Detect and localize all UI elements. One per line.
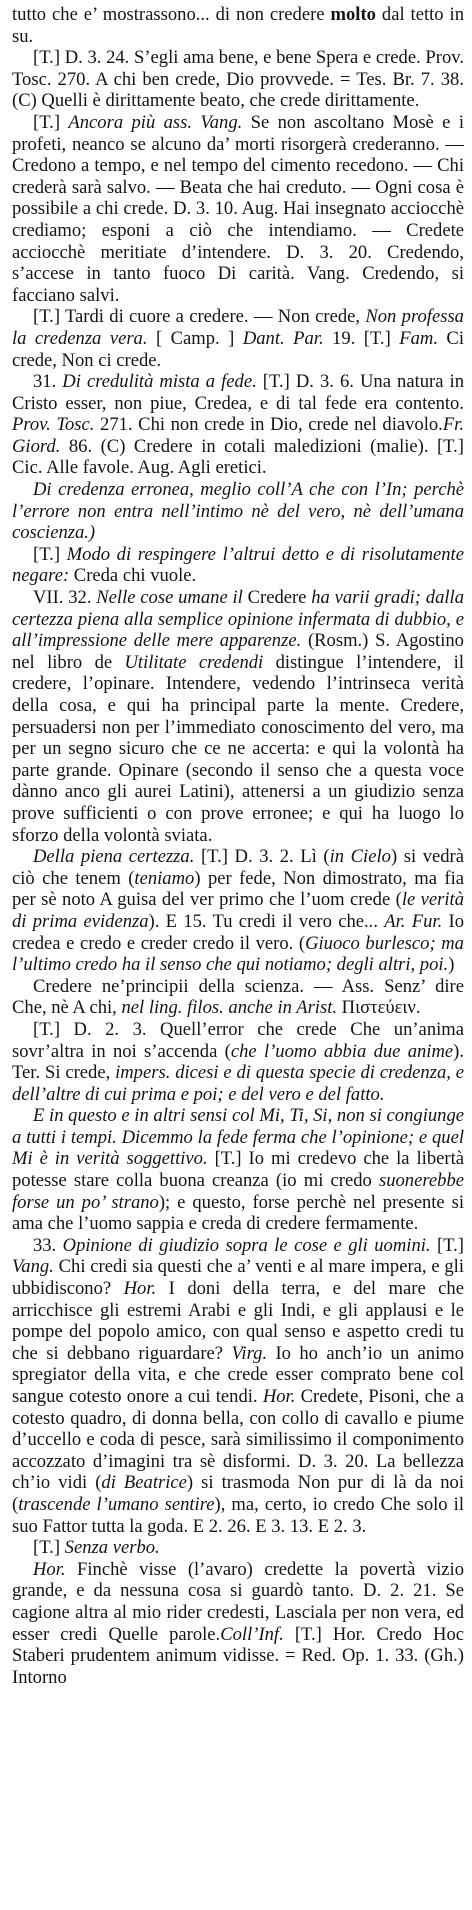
entry-paragraph: [T.] Tardi di cuore a credere. — Non crede, Non professa la credenza vera. [ Camp. ] Dant. Par. 19. [T.] Fam. Ci crede, Non ci crede. [12,306,464,371]
entry-paragraph: [T.] Ancora più ass. Vang. Se non ascoltano Mosè e i profeti, neanco se alcuno da’ morti risorgerà crederanno. — Credono a tempo, e nel tempo del cimento recedono. — Chi crederà sarà salvo. — Beata che hai creduto. — Ogni cosa è possibile a chi crede. D. 3. 10. Aug. Hai insegnato acciocchè crediamo; esponi a ciò che intendiamo. — Credete acciocchè meritiate d’intendere. D. 3. 20. Credendo, s’accese in tanto fuoco Di carità. Vang. Credendo, si facciano salvi. [12,111,464,306]
entry-paragraph: [T.] Modo di respingere l’altrui detto e di risolutamente negare: Creda chi vuole. [12,543,464,587]
entry-paragraph: Credere ne’principii della scienza. — Ass. Senz’ dire Che, nè A chi, nel ling. filos. anche in Arist. Πιστεύειν. [12,975,464,1019]
entry-paragraph: [T.] D. 3. 24. S’egli ama bene, e bene Spera e crede. Prov. Tosc. 270. A chi ben crede, Dio provvede. = Tes. Br. 7. 38. (C) Quelli è dirittamente beato, che crede dirittamente. [12,47,464,112]
entry-paragraph: 31. Di credulità mista a fede. [T.] D. 3. 6. Una natura in Cristo esser, non piue, Credea, e di tal fede era contento. Prov. Tosc. 271. Chi non crede in Dio, crede nel diavolo.Fr. Giord. 86. (C) Credere in cotali maledizioni (malie). [T.] Cic. Alle favole. Aug. Agli eretici. [12,371,465,479]
entry-paragraph: Hor. Finchè visse (l’avaro) credette la povertà vizio grande, e da nessuna cosa si guardò tanto. D. 2. 21. Se cagione altra al mio rider credesti, Lasciala per non vera, ed esser credi Quelle parole.Coll’Inf. [T.] Hor. Credo Hoc Staberi prudentem animum vidisse. = Red. Op. 1. 33. (Gh.) Intorno [12,1558,464,1688]
section-31: Di credenza erronea, meglio coll’A che con l’In; perchè l’errore non entra nell’intimo nè del vero, nè dell’umana coscienza.) [12,479,464,544]
entry-paragraph: Della piena certezza. [T.] D. 3. 2. Lì (in Cielo) si vedrà ciò che tenem (teniamo) per fede, Non dimostrato, ma fia per sè noto A guisa del ver primo che l’uom crede (le verità di prima evidenza). E 15. Tu credi il vero che... Ar. Fur. Io credea e credo e creder credo il vero. (Giuoco burlesco; ma l’ultimo credo ha il senso che qui notiamo; degli altri, poi.) [12,846,465,976]
entry-paragraph: tutto che e’ mostrassono... di non credere molto dal tetto in su. [12,4,464,47]
section-vii-32: VII. 32. Nelle cose umane il Credere ha varii gradi; dalla certezza piena alla semplice opinione infermata di dubbio, e all’impressione delle mere apparenze. (Rosm.) S. Agostino nel libro de Utilitate credendi distingue l’intendere, il credere, l’opinare. Intendere, vedendo l’intrinseca verità della cosa, e qui ha principal parte la mente. Credere, persuadersi non per l’immediato conoscimento del vero, ma per un segno sicuro che ce ne accerta: e qui la volontà ha parte grande. Opinare (secondo il senso che a questa voce dànno anco gli aurei Latini), attenersi a un giudizio senza prove sufficienti o con prove erronee; e qui ha luogo lo sforzo della volontà sviata. [12,587,465,846]
entry-paragraph: [T.] D. 2. 3. Quell’error che crede Che un’anima sovr’altra in noi s’accenda (che l’uomo abbia due anime). Ter. Si crede, impers. dicesi e di questa specie di credenza, e dell’altre di cui prima e poi; e del vero e del fatto. [12,1018,465,1105]
entry-paragraph: [T.] Senza verbo. [33,1537,160,1559]
entry-paragraph: E in questo e in altri sensi col Mi, Ti, Si, non si congiunge a tutti i tempi. Dicemmo la fede ferma che l’opinione; e quel Mi è in verità soggettivo. [T.] Io mi credevo che la libertà potesse stare colla buona creanza (io mi credo suonerebbe forse un po’ strano); e questo, forse perchè nel presente si ama che l’uomo sappia e creda di credere fermamente. [12,1105,465,1235]
section-33: 33. Opinione di giudizio sopra le cose e gli uomini. [T.] Vang. Chi credi sia questi che a’ venti e al mare impera, e gli ubbidiscono? Hor. I doni della terra, e del mare che arricchisce gli estremi Arabi e gli Indi, e gli applausi e le pompe del popolo amico, con qual senso e aspetto credi tu che si debbano riguardare? Virg. Io ho anch’io un animo spregiator della vita, e che crede esser comprato bene col sangue cotesto onore a cui tendi. Hor. Credete, Pisoni, che a cotesto quadro, di donna bella, con collo di cavallo e piume d’uccello e coda di pesce, sarà similissimo il componimento accozzato d’imagini tra sè disformi. D. 3. 20. La bellezza ch’io vidi (di Beatrice) si trasmoda Non pur di là da noi (trascende l’umano sentire), ma, certo, io credo Che solo il suo Fattor tutta la goda. E 2. 26. E 3. 13. E 2. 3. [12,1234,465,1537]
